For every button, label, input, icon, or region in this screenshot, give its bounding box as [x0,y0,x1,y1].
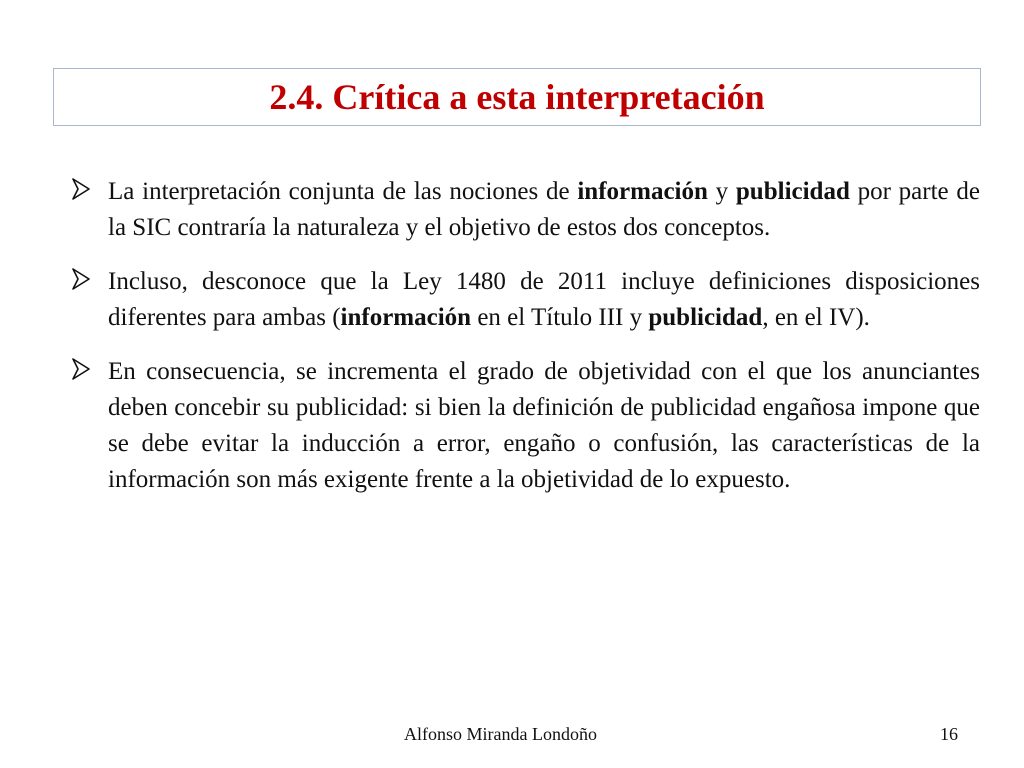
footer-author: Alfonso Miranda Londoño [404,724,597,744]
arrowhead-bullet-icon [72,178,90,200]
bullet-text-run: En consecuencia, se incrementa el grado de objetividad con el que los anunciantes deben concebir su publicidad: si bien la definición de publicidad engañosa impone que se debe evitar la inducción a error, engaño o confusión, las características de la información son más exigente frente a la objetividad de lo expuesto. [108,358,980,493]
arrowhead-bullet-icon [72,268,90,290]
bullet-text-run: por parte de la SIC contraría la naturaleza y el objetivo de estos dos conceptos. [108,178,980,241]
bullet-bold-run: publicidad [648,304,763,331]
bullet-text-run: en el Título III y [471,304,649,331]
page-number: 16 [940,724,958,744]
bullet-item [70,264,980,336]
bullet-item [70,354,980,498]
bullet-bold-run: publicidad [735,178,850,205]
bullet-list [70,174,980,516]
bullet-bold-run: información [340,304,472,331]
bullet-item [70,174,980,246]
bullet-text-run: Incluso, desconoce que la Ley 1480 de 2011 incluye definiciones disposiciones diferentes para ambas ( [108,268,980,331]
arrowhead-bullet-icon [72,358,90,380]
slide-title: 2.4. Crítica a esta interpretación [269,77,765,117]
bullet-text-run: La interpretación conjunta de las nociones de [108,178,578,205]
bullet-text-run: y [707,178,736,205]
title-box [53,68,981,126]
bullet-bold-run: información [577,178,708,205]
bullet-text-run: , en el IV). [762,304,870,331]
